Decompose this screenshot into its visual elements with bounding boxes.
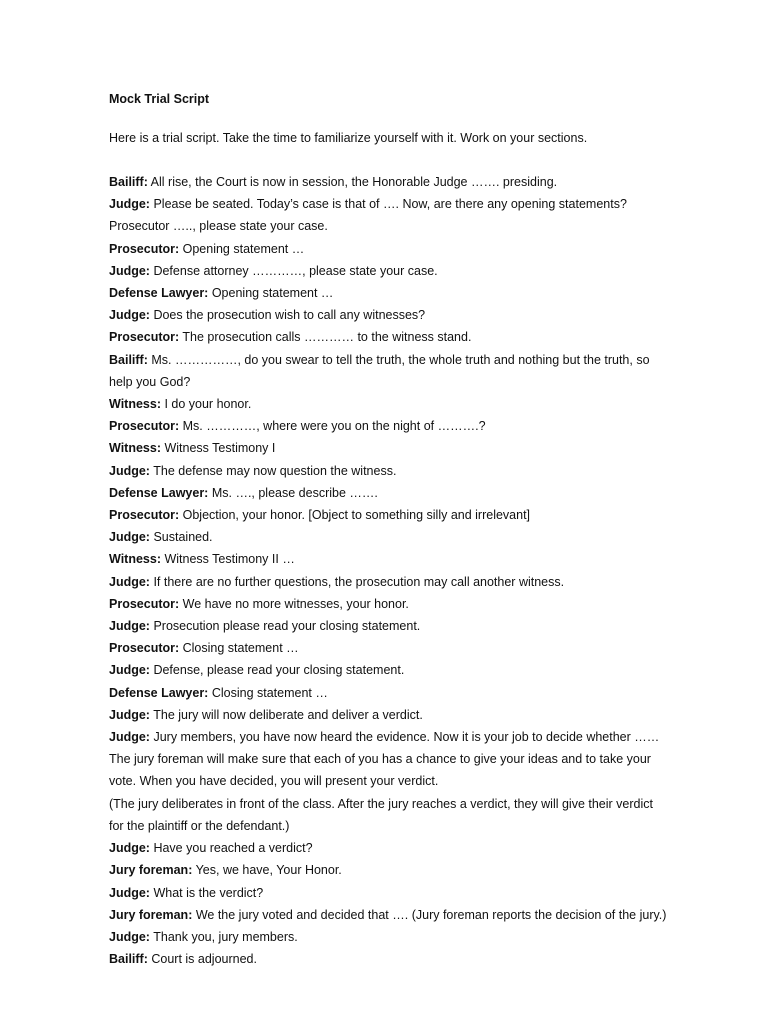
- line-text: Opening statement …: [208, 286, 334, 301]
- speaker-label: Prosecutor:: [109, 508, 180, 523]
- script-line: [109, 615, 669, 637]
- speaker-label: Judge:: [109, 707, 150, 722]
- script-line: [109, 238, 669, 260]
- script-line: [109, 282, 669, 304]
- script-line: [109, 726, 669, 793]
- line-text: Ms. ……………, do you swear to tell the truth, the whole truth and nothing but the truth, so help you God?: [109, 352, 650, 389]
- document-intro: Here is a trial script. Take the time to familiarize yourself with it. Work on your sections.: [109, 131, 588, 145]
- script-line: [109, 482, 669, 504]
- line-text: Closing statement …: [208, 685, 328, 700]
- speaker-label: Judge:: [109, 730, 150, 745]
- script-line: [109, 659, 669, 681]
- speaker-label: Jury foreman:: [109, 907, 193, 922]
- script-line: [109, 193, 669, 215]
- script-line: [109, 859, 669, 881]
- speaker-label: Judge:: [109, 663, 150, 678]
- line-text: Court is adjourned.: [147, 952, 257, 967]
- line-text: Defense attorney …………, please state your case.: [149, 263, 438, 278]
- line-text: Does the prosecution wish to call any witnesses?: [149, 308, 426, 323]
- line-text: We the jury voted and decided that …. (Jury foreman reports the decision of the jury.): [192, 907, 667, 922]
- script-line: [109, 926, 669, 948]
- line-text: Sustained.: [149, 530, 213, 545]
- line-text: The prosecution calls ………… to the witness stand.: [179, 330, 472, 345]
- script-line: [109, 948, 669, 970]
- line-text: Witness Testimony I: [160, 441, 276, 456]
- script-line: [109, 171, 669, 193]
- speaker-label: Jury foreman:: [109, 863, 193, 878]
- script-line: [109, 837, 669, 859]
- line-text: Closing statement …: [179, 641, 299, 656]
- line-text: Defense, please read your closing statement.: [149, 663, 405, 678]
- script-line: [109, 349, 669, 393]
- script-line: [109, 637, 669, 659]
- speaker-label: Judge:: [109, 929, 150, 944]
- speaker-label: Bailiff:: [109, 352, 148, 367]
- speaker-label: Bailiff:: [109, 175, 148, 189]
- script-line: [109, 215, 669, 237]
- script-line: [109, 460, 669, 482]
- line-text: Please be seated. Today’s case is that of …. Now, are there any opening statements?: [149, 197, 627, 212]
- speaker-label: Defense Lawyer:: [109, 485, 209, 500]
- script-line: [109, 904, 669, 926]
- speaker-label: Judge:: [109, 574, 150, 589]
- script-line: [109, 571, 669, 593]
- speaker-label: Witness:: [109, 552, 161, 567]
- script-line: [109, 682, 669, 704]
- line-text: Ms. …., please describe …….: [208, 485, 378, 500]
- line-text: Jury members, you have now heard the evidence. Now it is your job to decide whether …… The jury foreman will make sure that each of you has a chance to give your ideas and to take your vote. When you have decided, you will present your verdict.: [109, 730, 660, 789]
- script-line: [109, 526, 669, 548]
- line-text: Objection, your honor. [Object to something silly and irrelevant]: [179, 508, 531, 523]
- line-text: The defense may now question the witness.: [149, 463, 397, 478]
- speaker-label: Defense Lawyer:: [109, 685, 209, 700]
- line-text: We have no more witnesses, your honor.: [179, 596, 409, 611]
- speaker-label: Defense Lawyer:: [109, 286, 209, 301]
- speaker-label: Prosecutor:: [109, 241, 180, 256]
- speaker-label: Prosecutor:: [109, 641, 180, 656]
- script-line: [109, 704, 669, 726]
- script-line: [109, 393, 669, 415]
- line-text: If there are no further questions, the prosecution may call another witness.: [149, 574, 565, 589]
- line-text: All rise, the Court is now in session, the Honorable Judge ……. presiding.: [147, 175, 558, 189]
- speaker-label: Judge:: [109, 530, 150, 545]
- speaker-label: Prosecutor:: [109, 330, 180, 345]
- script-lines: [109, 171, 669, 970]
- script-line: [109, 437, 669, 459]
- line-text: The jury will now deliberate and deliver a verdict.: [149, 707, 423, 722]
- line-text: Yes, we have, Your Honor.: [192, 863, 342, 878]
- script-line: [109, 793, 669, 837]
- speaker-label: Judge:: [109, 885, 150, 900]
- line-text: Ms. …………, where were you on the night of ……….?: [179, 419, 486, 434]
- speaker-label: Witness:: [109, 397, 161, 412]
- document-page: [109, 88, 669, 970]
- script-line: [109, 260, 669, 282]
- line-text: Thank you, jury members.: [149, 929, 298, 944]
- line-text: Prosecutor ….., please state your case.: [109, 219, 328, 234]
- line-text: Witness Testimony II …: [160, 552, 295, 567]
- speaker-label: Witness:: [109, 441, 161, 456]
- speaker-label: Judge:: [109, 463, 150, 478]
- line-text: (The jury deliberates in front of the class. After the jury reaches a verdict, they will give their verdict for the plaintiff or the defendant.): [109, 796, 653, 833]
- line-text: I do your honor.: [160, 397, 252, 412]
- speaker-label: Judge:: [109, 841, 150, 856]
- line-text: What is the verdict?: [149, 885, 264, 900]
- line-text: Opening statement …: [179, 241, 305, 256]
- document-title: Mock Trial Script: [109, 92, 210, 106]
- speaker-label: Judge:: [109, 308, 150, 323]
- speaker-label: Judge:: [109, 263, 150, 278]
- line-text: Have you reached a verdict?: [149, 841, 313, 856]
- speaker-label: Judge:: [109, 619, 150, 634]
- script-line: [109, 548, 669, 570]
- speaker-label: Prosecutor:: [109, 596, 180, 611]
- script-line: [109, 593, 669, 615]
- script-line: [109, 882, 669, 904]
- script-line: [109, 504, 669, 526]
- speaker-label: Bailiff:: [109, 952, 148, 967]
- speaker-label: Prosecutor:: [109, 419, 180, 434]
- line-text: Prosecution please read your closing statement.: [149, 619, 421, 634]
- script-line: [109, 326, 669, 348]
- speaker-label: Judge:: [109, 197, 150, 212]
- script-line: [109, 415, 669, 437]
- script-line: [109, 304, 669, 326]
